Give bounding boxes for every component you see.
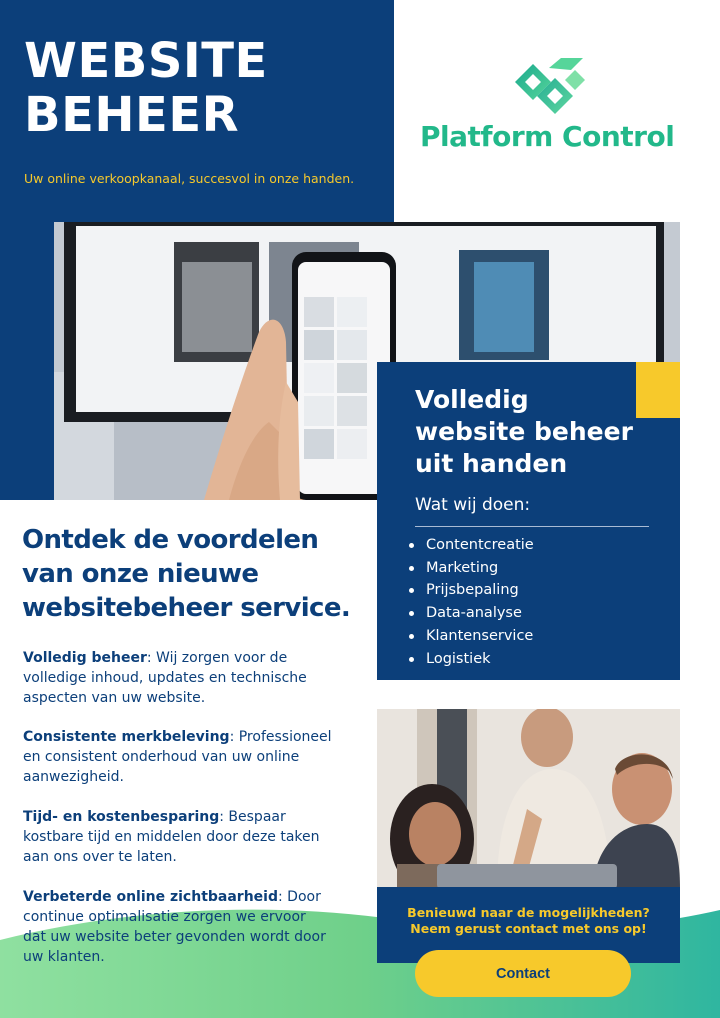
bullet-icon xyxy=(409,611,414,616)
services-card xyxy=(377,362,680,680)
brand-logo xyxy=(415,58,685,158)
bullet-icon xyxy=(409,657,414,662)
services-title-line-2: website beheer xyxy=(415,417,633,446)
benefit-item xyxy=(23,807,333,867)
benefit-text: Wij zorgen voor de volledige inhoud, updates en technische aspecten van uw website. xyxy=(23,650,307,706)
team-photo xyxy=(377,709,680,889)
benefit-separator: : xyxy=(219,809,224,825)
tagline: Uw online verkoopkanaal, succesvol in onze handen. xyxy=(24,171,355,186)
list-item-label: Contentcreatie xyxy=(426,537,534,553)
benefit-item xyxy=(23,887,333,967)
services-title-line-3: uit handen xyxy=(415,449,568,478)
list-item-label: Klantenservice xyxy=(426,627,534,644)
benefit-text: Bespaar kostbare tijd en middelen door deze taken aan ons over te laten. xyxy=(23,809,320,865)
platform-control-logo-icon xyxy=(511,58,585,120)
benefit-separator: : xyxy=(278,889,283,905)
benefit-separator: : xyxy=(229,729,235,745)
list-item xyxy=(409,579,534,602)
benefit-title: Volledig beheer xyxy=(23,650,147,666)
title-line-2: BEHEER xyxy=(24,87,240,143)
bullet-icon xyxy=(409,588,414,593)
list-item xyxy=(409,648,534,671)
heading-line-2: van onze nieuwe xyxy=(22,559,259,589)
list-item-label: Data-analyse xyxy=(426,605,522,622)
benefit-text: Door continue optimalisatie zorgen we ervoor dat uw website beter gevonden wordt door uw klanten. xyxy=(23,889,326,965)
benefit-text: Professioneel en consistent onderhoud van uw online aanwezigheid. xyxy=(23,729,332,785)
list-item xyxy=(409,625,534,648)
services-subtitle: Wat wij doen: xyxy=(415,495,531,515)
bullet-icon xyxy=(409,543,414,548)
accent-square xyxy=(636,362,680,418)
brand-name: Platform Control xyxy=(420,120,675,153)
bullet-icon xyxy=(409,634,414,639)
page-title xyxy=(24,34,384,142)
contact-button[interactable]: Contact xyxy=(415,950,631,997)
heading-line-1: Ontdek de voordelen xyxy=(22,525,319,555)
list-item xyxy=(409,557,534,580)
benefit-item xyxy=(23,648,333,708)
list-item-label: Prijsbepaling xyxy=(426,582,519,599)
benefit-item xyxy=(23,727,333,787)
divider xyxy=(415,526,649,527)
benefit-separator: : xyxy=(146,650,152,666)
bullet-icon xyxy=(409,566,414,571)
benefit-title: Tijd- en kostenbesparing xyxy=(23,809,220,825)
section-heading xyxy=(22,523,367,625)
list-item xyxy=(409,534,534,557)
services-title xyxy=(415,384,655,480)
list-item-label: Marketing xyxy=(426,559,499,576)
cta-text: Benieuwd naar de mogelijkheden? Neem gerust contact met ons op! xyxy=(407,905,650,936)
heading-line-3: websitebeheer service. xyxy=(22,593,351,623)
services-list xyxy=(409,534,534,670)
list-item-label: Logistiek xyxy=(426,650,491,667)
services-title-line-1: Volledig xyxy=(415,385,529,414)
title-line-1: WEBSITE xyxy=(24,33,268,89)
list-item xyxy=(409,602,534,625)
benefit-title: Verbeterde online zichtbaarheid xyxy=(23,889,278,905)
benefit-title: Consistente merkbeleving xyxy=(23,729,230,745)
